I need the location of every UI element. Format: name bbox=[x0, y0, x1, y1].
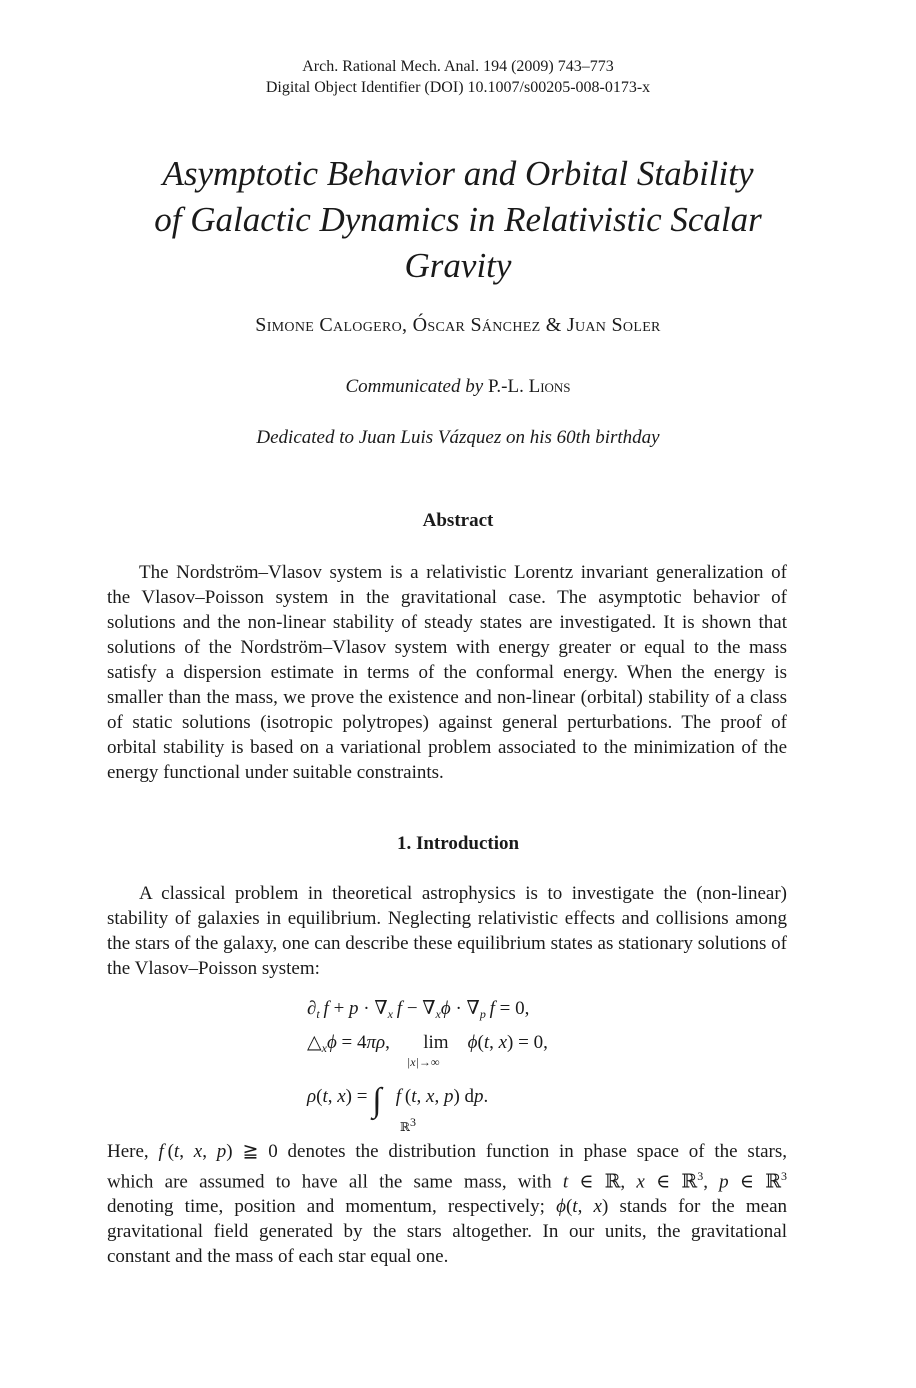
journal-citation: Arch. Rational Mech. Anal. 194 (2009) 743–773 bbox=[302, 58, 614, 75]
introduction-paragraph-2 bbox=[107, 1139, 787, 1269]
abstract-text: The Nordström–Vlasov system is a relativistic Lorentz invariant generalization of the Vlasov–Poisson system in the gravitational case. The asymptotic behavior of solutions and the non-linear stability of steady states are investigated. It is shown that solutions of the Nordström–Vlasov system with energy greater or equal to the mass satisfy a dispersion estimate in terms of the conformal energy. When the energy is smaller than the mass, we prove the existence and non-linear (orbital) stability of a class of static solutions (isotropic polytropes) against general perturbations. The proof of orbital stability is based on a variational problem associated to the minimization of the energy functional under suitable constraints. bbox=[107, 562, 787, 783]
author-list: Simone Calogero, Óscar Sánchez & Juan Soler bbox=[255, 314, 661, 336]
abstract-body bbox=[107, 560, 787, 785]
communicated-prefix: Communicated by bbox=[345, 376, 484, 397]
doi-line: Digital Object Identifier (DOI) 10.1007/s00205-008-0173-x bbox=[265, 79, 651, 96]
text-line: gravitational field generated by the stars altogether. In our units, the gravitational bbox=[107, 1221, 787, 1243]
text-line: constant and the mass of each star equal one. bbox=[107, 1246, 449, 1268]
intro-text-1: A classical problem in theoretical astrophysics is to investigate the (non-linear) stability of galaxies in equilibrium. Neglecting relativistic effects and collisions among the stars of the galaxy, one can describe these equilibrium states as stationary solutions of the Vlasov–Poisson system: bbox=[107, 883, 787, 979]
communicated-by bbox=[0, 376, 916, 398]
title-line-3: Gravity bbox=[404, 246, 512, 285]
introduction-paragraph-1 bbox=[107, 881, 787, 981]
abstract-heading: Abstract bbox=[422, 510, 494, 531]
intro-text-2 bbox=[107, 1139, 787, 1269]
equation-density: ρ(t, x) = ∫ ℝ$^3$ f (t, x, p) dp. bbox=[307, 1082, 489, 1134]
equation-vlasov: $\partial_t$ $f + p \cdot \nabla_x$ $f - \nabla_x\phi \cdot \nabla_p$ f = 0, bbox=[307, 998, 530, 1021]
title-line-1: Asymptotic Behavior and Orbital Stability bbox=[162, 154, 754, 193]
dedication: Dedicated to Juan Luis Vázquez on his 60th birthday bbox=[256, 427, 660, 448]
introduction-heading: 1. Introduction bbox=[396, 833, 520, 854]
equation-poisson: $\triangle_x\phi = 4\pi\rho$, lim |x|→∞ ϕ(t, x) = 0, bbox=[307, 1032, 548, 1069]
paper-title bbox=[100, 151, 816, 289]
communicator-name: P.-L. Lions bbox=[487, 376, 571, 397]
text-line: which are assumed to have all the same mass, with t ∈ ℝ, x ∈ ℝ$^3$, p ∈ ℝ$^3$ bbox=[107, 1169, 787, 1193]
authors bbox=[0, 314, 916, 337]
title-line-2: of Galactic Dynamics in Relativistic Scalar bbox=[154, 200, 762, 239]
text-line: denoting time, position and momentum, respectively; ϕ(t, x) stands for the mean bbox=[107, 1196, 788, 1218]
text-line: Here, f (t, x, p) ≧ 0 denotes the distribution function in phase space of the stars, bbox=[107, 1141, 788, 1162]
journal-header bbox=[0, 56, 916, 98]
